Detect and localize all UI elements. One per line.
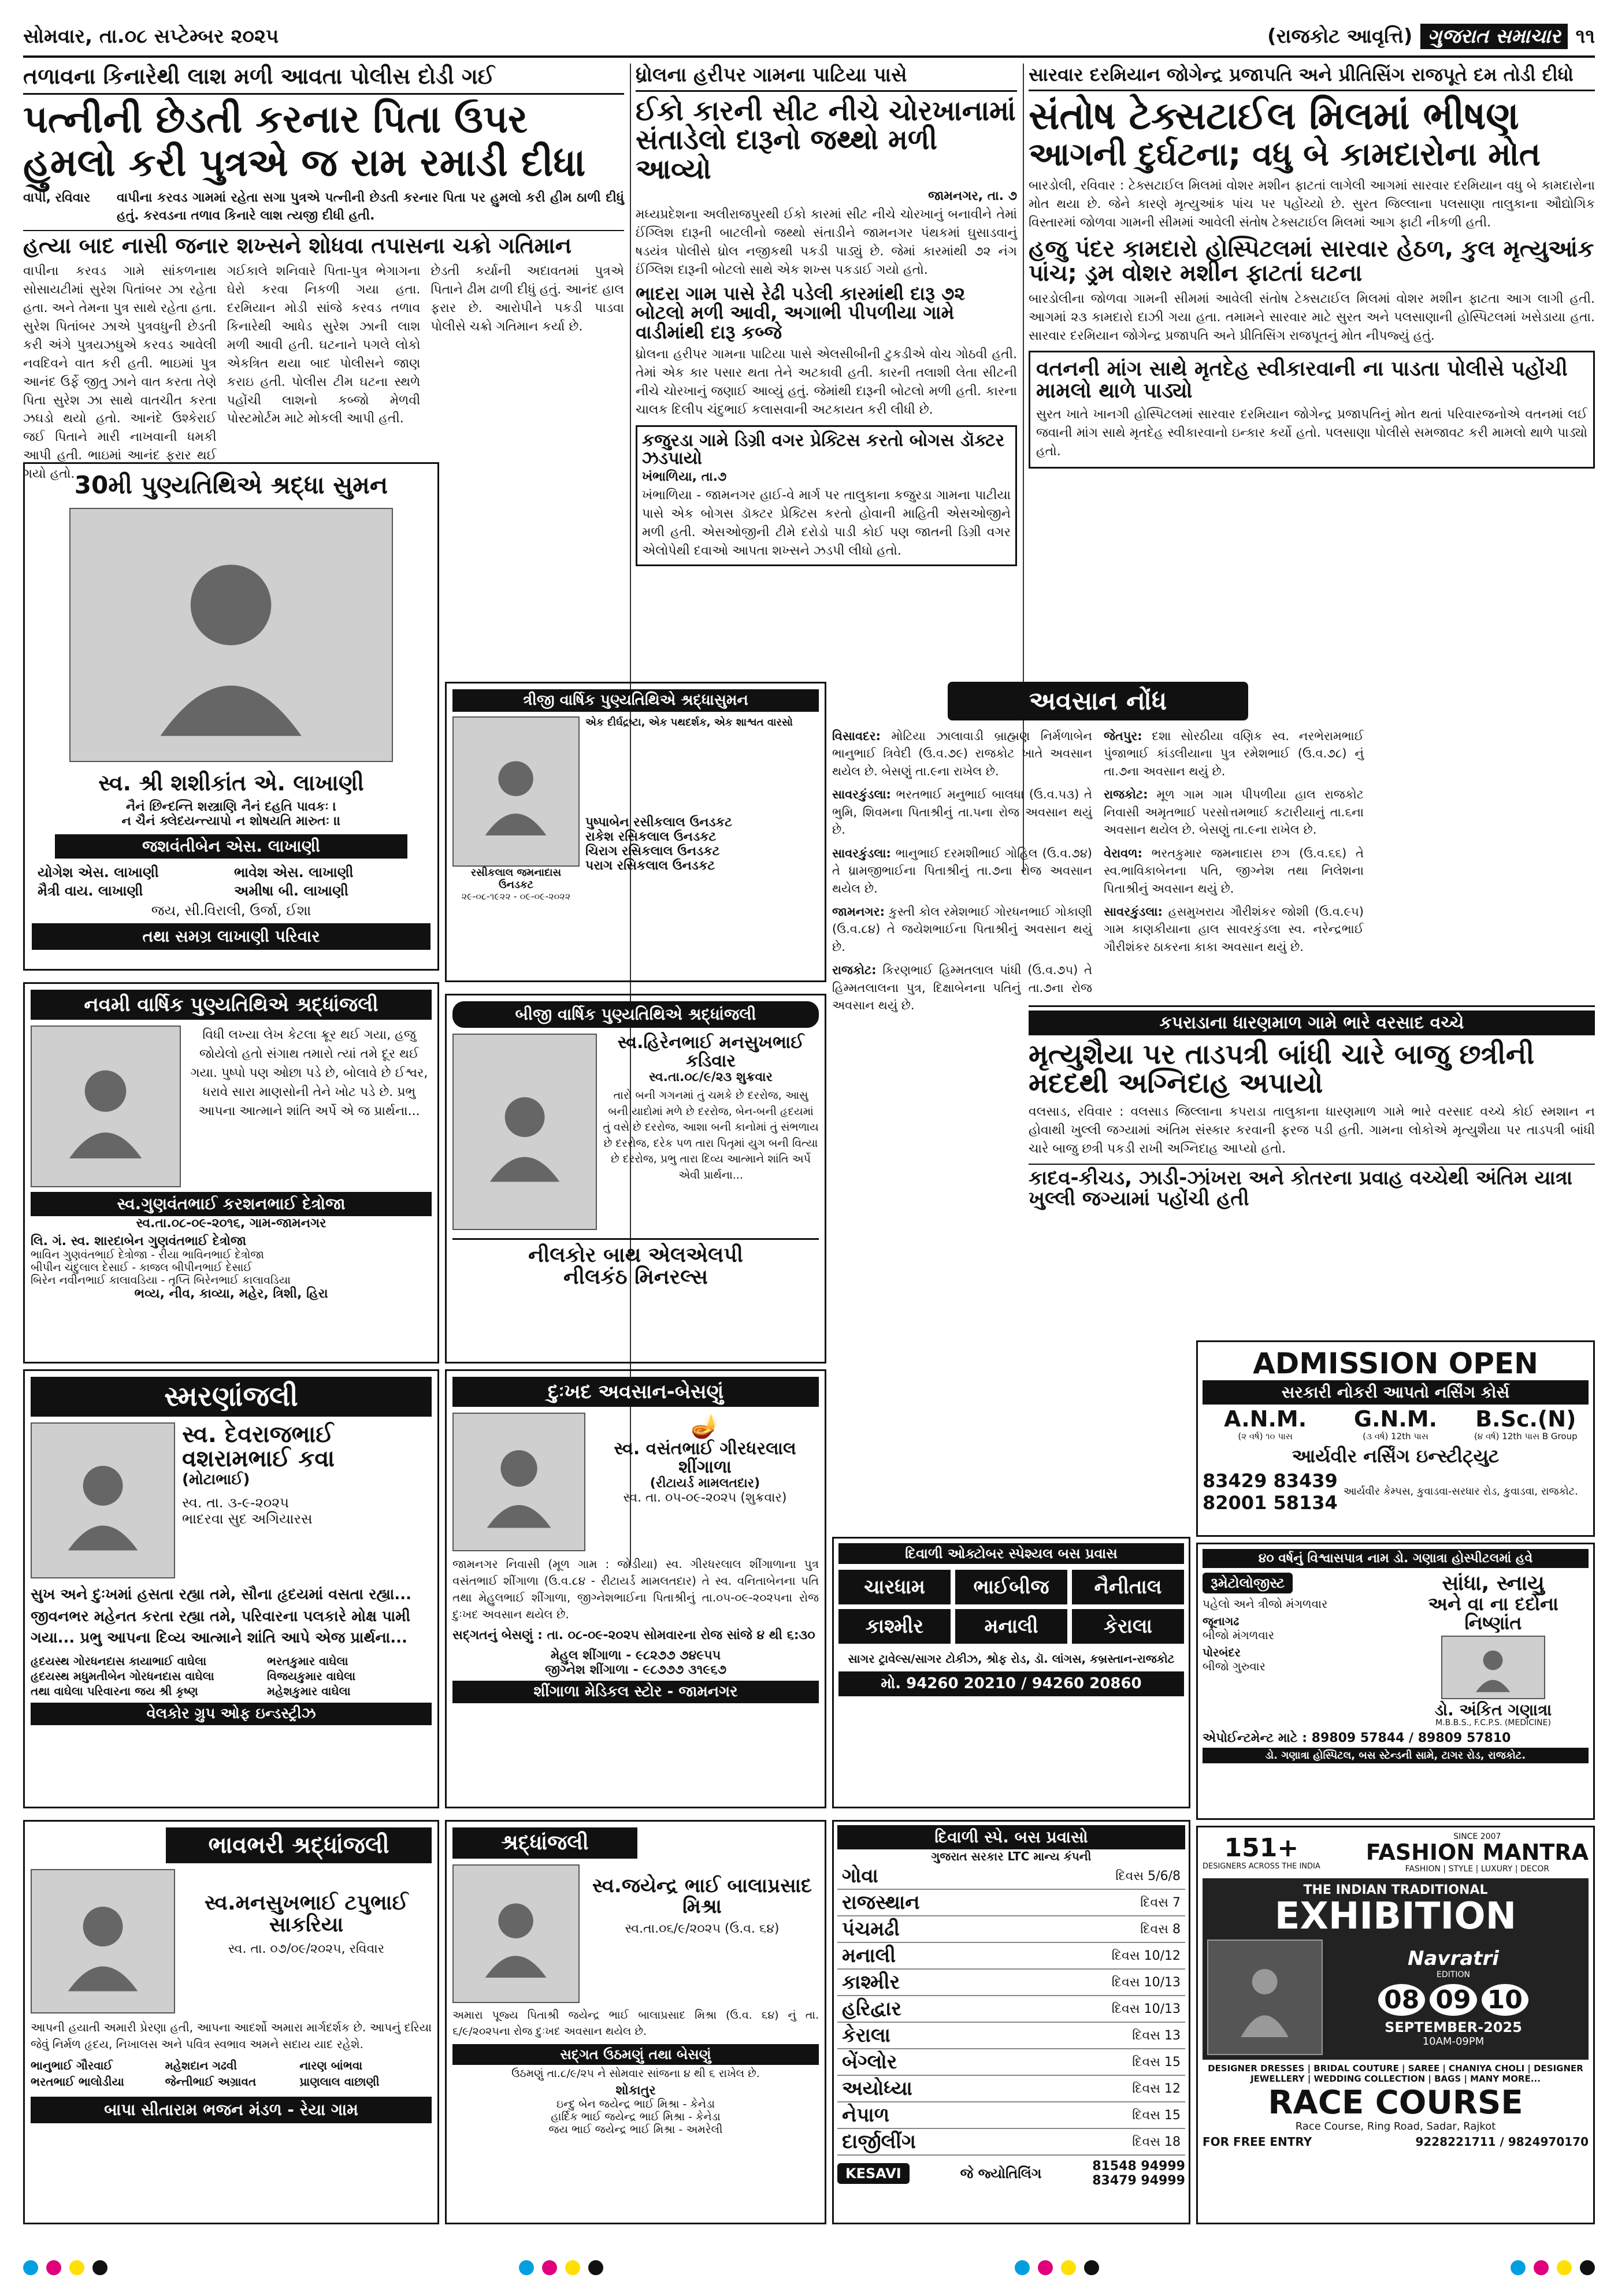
person-icon <box>472 1879 559 1989</box>
obituary-text: મોટિયા ઝાલાવાડી બ્રાહ્મણ નિર્મળાબેન ભાનુભાઈ ત્રિવેદી (ઉ.વ.૭૯) રાજકોટ ખાતે અવસાન થયેલ છે. બેસણું તા.૯ના રાખેલ છે. <box>832 729 1092 778</box>
obituary-text: કિરણભાઈ હિમ્મતલાલ પાંધી (ઉ.વ.૭૫) તે હિમ્મતલાલના પુત્ર, દિક્ષાબેનના પતિનું તા.૭ના રોજ અવસાન થયું છે. <box>832 963 1092 1013</box>
family-member: ભાવેશ એસ. લાખાણી <box>234 864 354 880</box>
obituary-entry <box>1104 845 1364 897</box>
ad-title: શ્રદ્ધાંજલી <box>452 1827 637 1859</box>
tour-destination: પંચમઢી <box>842 1918 900 1941</box>
ad-title: સ્મરણાંજલી <box>31 1377 432 1417</box>
tour-address: સાગર ટ્રાવેલ્સ/સાગર ટોકીઝ, શ્રોફ રોડ, ડૉ. લાંગસ, કબ્રસ્તાન-રાજકોટ <box>848 1652 1175 1666</box>
ad-body: જામનગર નિવાસી (મૂળ ગામ : જોડીયા) સ્વ. ગીરધરલાલ શીંગાળાના પુત્ર વસંતભાઈ શીંગાળા (ઉ.વ.૮૪ - રીટાયર્ડ મામલતદાર) તે સ્વ. વનિતાબેનના પતિ તથા મેહુલભાઈ શીંગાળા, જીગ્નેશભાઈના પિતાશ્રીનું તા.૦૫-૦૯-૨૦૨૫ના રોજ દુઃખદ અવસાન થયેલ છે. <box>452 1557 819 1621</box>
person-icon <box>53 1885 153 1998</box>
contact-line: જીગ્નેશ શીંગાળા - ૯૮૭૭૭ ૩૧૯૬૭ <box>544 1662 727 1677</box>
family-member: મહેશકુમાર વાઘેલા <box>267 1684 351 1699</box>
deceased-name: સ્વ.જયેન્દ્ર ભાઈ બાલાપ્રસાદ મિશ્રા <box>592 1874 812 1918</box>
family-member: ભાનુભાઈ ગૌરવાઈ <box>31 2059 113 2072</box>
family-member: હૃદયસ્થ ગોરધનદાસ કાયાભાઈ વાઘેલા <box>31 1654 207 1669</box>
course-name: A.N.M. <box>1224 1406 1307 1432</box>
brand-logo: KESAVI <box>837 2163 910 2184</box>
ad-footer: બાપા સીતારામ ભજન મંડળ - રેયા ગામ <box>31 2097 432 2123</box>
family-member: મૈત્રી વાય. લાખાણી <box>38 883 143 899</box>
tour-place: ચારધામ <box>838 1570 951 1604</box>
date-badge: 10 <box>1482 1984 1528 2016</box>
story-dateline: જામનગર, તા. ૭ <box>928 189 1017 204</box>
story-subhead: ભાદરા ગામ પાસે રેઢી પડેલી કારમાંથી દારૂ ૭૨ બોટલો મળી આવી, અગાભી પીપળીયા ગામે વાડીમાંથી દારૂ કબ્જે <box>636 282 966 343</box>
obituary-entry <box>1104 727 1364 780</box>
page-header <box>23 17 1595 58</box>
exhibition-time: 10AM-09PM <box>1422 2035 1485 2048</box>
story-headline: મૃત્યુશૈયા પર તાડપત્રી બાંધી ચારે બાજુ છત્રીની મદદથી અગ્નિદાહ અપાયો <box>1029 1038 1535 1100</box>
obituary-entry <box>832 903 1092 956</box>
tour-row <box>837 2049 1185 2076</box>
story-body: ગઈકાલે શનિવારે પિતા-પુત્ર ભેગાગના ઘેરો કરવા નિકળી ગયા હતા. દરમિયાન મોડી સાંજે કરવડ તળાવ કિનારેથી આધેડ સુરેશ ઝાની લાશ મળી આવી હતી. ઘટનાને પગલે લોકો એકત્રિત થયા બાદ પોલીસને જાણ કરાઇ હતી. પોલીસ ટીમ ઘટના સ્થળે પહોંચી લાશનો કબ્જો મેળવી પોસ્ટમોર્ટમ માટે મોકલી આપી હતી. <box>227 264 421 426</box>
ad-subtitle: ગુજરાત સરકાર LTC માન્ય કંપની <box>931 1849 1092 1863</box>
course-detail: (૪ વર્ષ) 12th પાસ B Group <box>1474 1431 1578 1441</box>
tour-row <box>837 2076 1185 2102</box>
ad-ninth-shradhanjali <box>23 982 439 1364</box>
family-member: વિજયકુમાર વાઘેલા <box>267 1669 356 1684</box>
tour-days: દિવસ 5/6/8 <box>1115 1868 1181 1883</box>
model-photo <box>1207 1940 1323 2055</box>
person-icon <box>472 733 559 851</box>
tagline: નિષ્ણાંત <box>1464 1612 1522 1634</box>
course-name: B.Sc.(N) <box>1475 1406 1576 1432</box>
magenta-mark <box>542 2260 557 2275</box>
black-mark <box>1084 2260 1099 2275</box>
tour-place: નૈનીતાલ <box>1072 1570 1184 1604</box>
page-masthead: (રાજકોટ આવૃત્તિ) ગુજરાત સમાચાર ૧૧ <box>1267 25 1595 48</box>
obituary-place: સાવરકુંડલા: <box>832 846 891 860</box>
obituary-text: મૂળ ગામ ગામ પીપળીયા હાલ રાજકોટ નિવાસી અમૃતભાઈ પરસોત્તમભાઈ કટારીયાનું તા.૬ના અવસાન થયેલ છે. બેસણું તા.૯ના રાખેલ છે. <box>1104 787 1364 837</box>
story-headline: સંતોષ ટેક્સટાઈલ મિલમાં ભીષણ <box>1029 94 1519 138</box>
ad-text: સુખ અને દુઃખમાં હસતા રહ્યા તમે, સૌના હૃદયમાં વસતા રહ્યા... જીવનભર મહેનત કરતા રહ્યા તમે, પરિવારના પલકારે મોક્ષ પામી ગયા... પ્રભુ આપના દિવ્ય આત્માને શાંતિ આપે એજ પ્રાર્થના... <box>31 1586 411 1647</box>
page-number: ૧૧ <box>1575 25 1595 48</box>
story-body: બારડોલીના જોળવા ગામની સીમમાં આવેલી સંતોષ ટેક્સટાઈલ મિલમાં વોશર મશીન ફાટતા આગ લાગી હતી. આગમાં ૨૩ કામદારો દાઝી ગયા હતા. તમામને સારવાર માટે સુરત અને પલસાણાની હોસ્પિટલમાં ખસેડાયા હતા. સારવાર દરમિયાન જોગેન્દ્ર પ્રજાપતિ અને પ્રીતિસિંગ રાજપૂતનું મોત નીપજ્યું હતું. <box>1029 291 1595 343</box>
story-body: છેડતી કર્યાની અદાવતમાં પુત્રએ પિતાને ઢીમ ઢાળી દીધું હતું. આનંદ હાલ ફરાર છે. આરોપીને પકડી પાડવા પોલીસે ચક્રો ગતિમાન કર્યા છે. <box>431 264 625 334</box>
story-kaprada-main <box>1029 1005 1595 1335</box>
box-body: સુરત ખાતે ખાનગી હોસ્પિટલમાં સારવાર દરમિયાન જોગેન્દ્ર પ્રજાપતિનું મોત થતાં પરિવારજનોએ વતનમાં લઈ જવાની માંગ સાથે મૃતદેહ સ્વીકારવાનો ઇન્કાર કર્યો હતો. પલસાણા પોલીસે સમજાવટ કરી મામલો થાળે પાડ્યો હતો. <box>1036 407 1587 459</box>
yellow-mark <box>1557 2260 1572 2275</box>
venue-address: Race Course, Ring Road, Sadar, Rajkot <box>1295 2120 1496 2132</box>
story-kicker: સારવાર દરમિયાન જોગેન્દ્ર પ્રજાપતિ અને પ્રીતિસિંગ રાજપૂતે દમ તોડી દીધો <box>1029 64 1595 91</box>
tour-place: કેરાલા <box>1072 1609 1184 1644</box>
black-mark <box>92 2260 107 2275</box>
family-member: પ્રાણલાલ વાછાણી <box>299 2075 380 2089</box>
tour-destination: કેરાલા <box>842 2024 890 2047</box>
box-body-refusal <box>1029 351 1595 468</box>
tour-row <box>837 2102 1185 2129</box>
date-badge: 08 <box>1378 1984 1425 2016</box>
box-title: વતનની માંગ સાથે મૃતદેહ સ્વીકારવાની ના પાડતા પોલીસે પહોંચી મામલો થાળે પાડ્યો <box>1036 357 1568 403</box>
appointment-line: એપોઈન્ટમેન્ટ માટે : 89809 57844 / 89809 57810 <box>1203 1731 1511 1746</box>
tour-destination: દાર્જીલીંગ <box>842 2130 916 2153</box>
venue-name: RACE COURSE <box>1268 2084 1523 2122</box>
person-icon <box>1225 1952 1304 2043</box>
ad-title: ADMISSION OPEN <box>1253 1347 1538 1380</box>
story-intro: વાપીના કરવડ ગામમાં રહેતા સગા પુત્રએ પત્નીની છેડતી કરનાર પિતા પર હુમલો કરી હીમ ઠાળી દીધું હતું. કરવડના તળાવ કિનારે લાશ ત્યજી દીધી હતી. <box>117 190 624 224</box>
box-dateline: ખંભાળિયા, તા.૭ <box>642 469 727 484</box>
ad-tour-sagar <box>832 1537 1190 1808</box>
tour-place: કાશ્મીર <box>838 1609 951 1644</box>
story-headline: આગની દુર્ઘટના; વધુ બે કામદારોના મોત <box>1029 136 1541 174</box>
ad-footer: નીલકંઠ મિનરલ્સ <box>563 1265 708 1289</box>
deceased-dates: સ્વ.તા.૦૮-૦૯-૨૦૧૬, ગામ-જામનગર <box>136 1216 326 1231</box>
deceased-role: (રીટાયર્ડ મામલતદાર) <box>650 1476 760 1491</box>
page-date: સોમવાર, તા.૦૮ સપ્ટેમ્બર ૨૦૨૫ <box>23 25 279 48</box>
tour-destination: રાજસ્થાન <box>842 1891 920 1914</box>
quote-line: નૈનં છિન્દન્તિ શસ્ત્રાણિ નૈનં દહતિ પાવકઃ । <box>125 800 337 814</box>
deceased-date: સ્વ.તા.૦૬/૯/૨૦૨૫ (ઉ.વ. ૬૪) <box>625 1922 780 1937</box>
family-member: બીપીન ચંદુલાલ દેસાઈ - કાજલ બીપીનભાઈ દેસાઈ <box>31 1261 253 1274</box>
phone-number: 83479 94999 <box>1092 2174 1185 2188</box>
story-headline: ઈકો કારની સીટ નીચે ચોરખાનામાં સંતાડેલો દારૂનો જથ્થો મળી આવ્યો <box>636 95 1016 185</box>
obituary-place: વેરાવળ: <box>1104 846 1142 860</box>
tour-destination: નેપાળ <box>842 2104 890 2127</box>
edition-name: Navratri <box>1408 1947 1499 1971</box>
tour-days: દિવસ 18 <box>1132 2134 1181 2149</box>
doctor-photo <box>1441 1636 1545 1699</box>
obituary-text: ભરતકુમાર જમનાદાસ છગ (ઉ.વ.૬૬) તે સ્વ.ભાવિકાબેનના પતિ, જીગ્નેશ તથા નિલેશના પિતાશ્રીનું અવસાન થયું છે. <box>1104 846 1364 896</box>
tour-row <box>837 1863 1185 1890</box>
obituary-text: હસમુખરાય ગૌરીશંકર જોશી (ઉ.વ.૯૫) ગામ કાણકીયાના હાલ સાવરકુંડલા સ્વ. નરેન્દ્રભાઈ ગૌરીશંકર ઠાકરના કાકા અવસાન થયું છે. <box>1104 904 1364 954</box>
besnu-info: સદ્ગતનું બેસણું : તા. ૦૮-૦૯-૨૦૨૫ સોમવારના રોજ સાંજે ૪ થી ૬:૩૦ <box>452 1628 815 1643</box>
contact-line: મેહુલ શીંગાળા - ૯૮૨૭૭ ૭૪૯૫૫ <box>550 1648 721 1663</box>
ad-fashion-mantra <box>1196 1826 1595 2224</box>
exhibition-pre: THE INDIAN TRADITIONAL <box>1303 1882 1488 1897</box>
person-icon <box>54 1043 157 1171</box>
hospital-address: ડો. ગણાત્રા હોસ્પિટલ, બસ સ્ટેન્ડની સામે, ટાગર રોડ, રાજકોટ. <box>1203 1748 1589 1763</box>
obituary-text: કુસ્તી કોલ રમેશભાઈ ગોરધનભાઈ ગોકાણી (ઉ.વ.૮૪) તે જયેશભાઈના પિતાશ્રીનું અવસાન થયું છે. <box>832 904 1092 954</box>
family-member: ભરતકુમાર વાઘેલા <box>267 1654 348 1669</box>
edition-sub: EDITION <box>1437 1970 1470 1980</box>
tour-days: દિવસ 12 <box>1132 2081 1181 2096</box>
tour-destination: અયોધ્યા <box>842 2077 912 2100</box>
tour-days: દિવસ 10/13 <box>1111 2001 1181 2016</box>
schedule-line: પહેલો અને ત્રીજો મંગળવાર <box>1203 1597 1328 1611</box>
ad-30th-shradhanjali <box>23 462 439 971</box>
cyan-mark <box>1511 2260 1526 2275</box>
family-member: જય ભાઈ જયેન્દ્ર ભાઈ મિશ્રા - અમરેલી <box>548 2123 723 2137</box>
box-title: કજુરડા ગામે ડિગ્રી વગર પ્રેક્ટિસ કરતો બોગસ ડૉક્ટર ઝડપાયો <box>642 430 1005 469</box>
story-kicker: ધ્રોલના હરીપર ગામના પાટિયા પાસે <box>636 64 1017 92</box>
family-member: ચિરાગ રસિકલાલ ઉનડકટ <box>585 844 720 859</box>
tour-days: દિવસ 15 <box>1132 2108 1181 2123</box>
phone-number: 9228221711 / 9824970170 <box>1415 2134 1589 2149</box>
designer-count-label: DESIGNERS ACROSS THE INDIA <box>1203 1862 1320 1871</box>
tour-row <box>837 2129 1185 2156</box>
registration-marks <box>23 2253 1595 2282</box>
grandchildren: જય, સી.વિરાલી, ઉર્જા, ઈશા <box>151 902 311 919</box>
exhibition-items: DESIGNER DRESSES | BRIDAL COUTURE | SAREE | CHANIYA CHOLI | DESIGNER JEWELLERY | WEDDING COLLECTION | BAGS | MANY MORE... <box>1208 2063 1583 2085</box>
ad-smaranjali <box>23 1369 439 1808</box>
obituary-entry <box>1104 903 1364 956</box>
portrait-photo <box>31 1026 181 1187</box>
institute-name: આર્યવીર નર્સિંગ ઇન્સ્ટીટ્યુટ <box>1292 1444 1500 1467</box>
tour-days: દિવસ 10/12 <box>1111 1948 1181 1963</box>
family-member: ભરતભાઈ ભાલોડીયા <box>31 2075 124 2089</box>
portrait-photo <box>452 1413 585 1551</box>
story-body: વલસાડ, રવિવાર : વલસાડ જિલ્લાના કપરાડા તાલુકાના ધારણમાળ ગામે ભારે વરસાદ વચ્ચે કોઈ સ્મશાન ન હોવાથી ખુલ્લી જગ્યામાં અંતિમ સંસ્કાર કરવાની ફરજ પડી હતી. ગામના લોકોએ મૃત્યુશૈયા પર તાડપત્રી બાંધી ચારે બાજુ છત્રી પકડી રાખી અગ્નિદાહ આપ્યો હતો. <box>1029 1104 1595 1156</box>
phone-number: 81548 94999 <box>1092 2159 1185 2174</box>
family-member: હૃદયસ્થ મધુમતીબેન ગોરધનદાસ વાઘેલા <box>31 1669 214 1684</box>
story-subhead: હજુ પંદર કામદારો હોસ્પિટલમાં સારવાર હેઠળ, કુલ મૃત્યુઆંક પાંચ; ડ્રમ વોશર મશીન ફાટતાં ઘટના <box>1029 235 1594 287</box>
remember-name: પુષ્પાબેન રસીકલાલ ઉનડકટ <box>585 815 732 830</box>
tour-place: ભાઈબીજ <box>955 1570 1067 1604</box>
story-dateline: વાપી, રવિવાર <box>23 190 91 205</box>
tour-destination: હરિદ્વાર <box>842 1997 901 2020</box>
portrait-photo <box>452 716 580 867</box>
deceased-tithi: ભાદરવા સુદ અગિયારસ <box>182 1511 313 1527</box>
box-body: ખંભાળિયા - જામનગર હાઈ-વે માર્ગ પર તાલુકાના કજુરડા ગામના પાટીયા પાસે એક બોગસ ડૉક્ટર પ્રેક્ટિસ કરતો હોવાની માહિતી એસઓજીને મળી હતી. એસઓજીની ટીમે દરોડો પાડી કોઈ પણ જાતની ડિગ્રી વગર એલોપેથી દવાઓ આપતા શખ્સને ઝડપી લીધો હતો. <box>642 488 1011 558</box>
schedule-line: બીજો ગુરુવાર <box>1203 1659 1266 1673</box>
magenta-mark <box>46 2260 61 2275</box>
ad-hospital <box>1196 1543 1595 1820</box>
story-kicker: કપરાડાના ધારણમાળ ગામે ભારે વરસાદ વચ્ચે <box>1029 1010 1595 1035</box>
person-icon <box>118 534 343 736</box>
obituary-place: વિસાવદર: <box>832 729 881 743</box>
brand-name: FASHION MANTRA <box>1365 1840 1589 1865</box>
portrait-photo <box>69 508 393 762</box>
portrait-photo <box>31 1422 175 1578</box>
deceased-name: સ્વ. શ્રી શશીકાંત એ. લાખાણી <box>98 770 364 796</box>
black-mark <box>1580 2260 1595 2275</box>
tour-days: દિવસ 7 <box>1140 1895 1181 1910</box>
family-member: નારણ બાંભવા <box>299 2059 363 2072</box>
tour-row <box>837 1996 1185 2023</box>
course-detail: (૨ વર્ષ) ૧૦ પાસ <box>1238 1431 1293 1441</box>
magenta-mark <box>1534 2260 1549 2275</box>
ad-title: દિવાળી સ્પે. બસ પ્રવાસો <box>837 1825 1185 1849</box>
ad-poem: તારો બની ગગનમાં તું ચમકે છે દરરોજ, આસુ બની યાદોમાં મળે છે દરરોજ, બેન-બની હૃદયમાં તું વસે છે દરરોજ, આશા બની કાનોમાં તું સંભળાય છે દરરોજ, દરેક પળ તારા પિતૃમાં યુગ બની વિત્યા છે દરરોજ, પ્રભુ તારા દિવ્ય આત્માને શાંતિ અર્પે એવી પ્રાર્થના... <box>603 1089 819 1182</box>
grandchildren: ભવ્ય, નીવ, કાવ્યા, મહેર, ત્રિશી, હિરા <box>134 1287 328 1301</box>
course-name: G.N.M. <box>1353 1406 1438 1432</box>
doctor-degree: M.B.B.S., F.C.P.S. (MEDICINE) <box>1435 1718 1551 1728</box>
tour-days: દિવસ 13 <box>1132 2028 1181 2043</box>
ad-title: ત્રીજી વાર્ષિક પુણ્યતિથિએ શ્રદ્ધાસુમન <box>452 689 819 712</box>
ad-third-shradhasuman <box>445 682 826 982</box>
story-body: ધ્રોલના હરીપર ગામના પાટિયા પાસે એલસીબીની ટુકડીએ વોચ ગોઠવી હતી. તેમાં એક કાર પસાર થતા તેને અટકાવી હતી. કારની તલાશી લેતા સીટની નીચે ચોરખાનું જણાઈ આવ્યું હતું. જેમાંથી દારૂની બોટલો મળી હતી. કારના ચાલક દિલીપ ચંદુભાઈ કલાસવાની અટકાયત કરી લીધી છે. <box>636 347 1017 418</box>
tour-destination: બેંગ્લોર <box>842 2050 897 2074</box>
tour-destination: મનાલી <box>842 1944 896 1967</box>
designer-count: 151+ <box>1224 1833 1299 1863</box>
deceased-date: સ્વ. તા. ૦૭/૦૯/૨૦૨૫, રવિવાર <box>228 1941 385 1956</box>
story-kicker: તળાવના કિનારેથી લાશ મળી આવતા પોલીસ દોડી ગઈ <box>23 64 624 95</box>
story-body: બારડોલી, રવિવાર : ટેક્સટાઈલ મિલમાં વોશર મશીન ફાટતાં લાગેલી આગમાં સારવાર દરમિયાન વધુ બે કામદારોના મોત થયા છે. જેને કારણે મૃત્યુઆંક પાંચ પર પહોંચ્યો છે. સુરત જિલ્લાના પલસાણા તાલુકાના ઔદ્યોગિક વિસ્તારમાં જોળવા ગામની સીમમાં આવેલી સંતોષ ટેક્સટાઈલ મિલમાં આગ ફાટી નીકળી હતી. <box>1029 179 1595 230</box>
ad-title: 30મી પુણ્યતિથિએ શ્રદ્ધા સુમન <box>74 471 388 499</box>
deceased-date: સ્વ. તા. ૩-૯-૨૦૨૫ <box>182 1495 290 1511</box>
person-icon <box>1457 1643 1528 1692</box>
obituary-place: રાજકોટ: <box>832 963 877 978</box>
story-highlight: કાદવ-કીચડ, ઝાડી-ઝાંખરા અને કોતરના પ્રવાહ વચ્ચેથી અંતિમ યાત્રા ખુલ્લી જગ્યામાં પહોંચી હતી <box>1029 1164 1595 1209</box>
obituary-entry <box>1104 786 1364 838</box>
date-badge: 09 <box>1430 1984 1476 2016</box>
ad-bhavbhari <box>23 1820 439 2224</box>
diya-icon: 🪔 <box>691 1413 719 1440</box>
ad-title: ૪૦ વર્ષનું વિશ્વાસપાત્ર નામ ડો. ગણાત્રા હોસ્પીટલમાં હવે <box>1203 1549 1589 1568</box>
tour-row <box>837 1943 1185 1970</box>
family-member: તથા વાઘેલા પરિવારના જય શ્રી કૃષ્ણ <box>31 1684 198 1699</box>
family-member: યોગેશ એસ. લાખાણી <box>38 864 159 880</box>
obituary-entry <box>832 845 1092 897</box>
deceased-name: સ્વ.ગુણવંતભાઈ કરશનભાઈ દેત્રોજા <box>31 1192 432 1216</box>
yellow-mark <box>565 2260 580 2275</box>
family-head: જશવંતીબેન એસ. લાખાણી <box>55 834 407 859</box>
tour-phone: મો. 94260 20210 / 94260 20860 <box>838 1671 1184 1696</box>
deceased-name: સ્વ.હિરેનભાઈ મનસુખભાઈ કડિવાર <box>617 1032 804 1071</box>
tour-list <box>837 1863 1185 2156</box>
obituary-place: સાવરકુંડલા: <box>1104 904 1163 919</box>
tour-row <box>837 2023 1185 2049</box>
tagline: સાંધા, સ્નાયુ <box>1442 1571 1545 1595</box>
ad-intro: એક દીર્ઘદ્રષ્ટા, એક પથદર્શક, એક શાશ્વત વારસો <box>585 716 793 729</box>
person-icon <box>473 1428 565 1537</box>
family-member: ભાવિન ગુણવંતભાઈ દેત્રોજા - રીયા ભાવિનભાઈ દેત્રોજા <box>31 1249 264 1261</box>
mourners-title: શોકાતુર <box>615 2083 656 2098</box>
entry-label: FOR FREE ENTRY <box>1203 2134 1312 2149</box>
ad-subtitle: સરકારી નોકરી આપતો નર્સિંગ કોર્સ <box>1203 1380 1589 1405</box>
family-member: રાકેશ રસિકલાલ ઉનડકટ <box>585 830 717 844</box>
tour-row <box>837 1970 1185 1996</box>
story-headline: પત્નીની છેડતી કરનાર પિતા ઉપર <box>23 97 528 142</box>
ad-text: અમારા પૂજ્ય પિતાશ્રી જયેન્દ્ર ભાઈ બાલાપ્રસાદ મિશ્રા (ઉ.વ. ૬૪) નું તા. ૬/૯/૨૦૨૫ના રોજ દુઃખદ અવસાન થયેલ છે. <box>452 2009 819 2038</box>
story-vapi <box>23 64 625 482</box>
family-member: અમીષા બી. લાખાણી <box>234 883 348 899</box>
phone-number: 83429 83439 <box>1203 1469 1338 1492</box>
exhibition-month: SEPTEMBER-2025 <box>1385 2019 1522 2036</box>
ad-title: ભાવભરી શ્રદ્ધાંજલી <box>166 1827 432 1863</box>
ad-footer: શીંગાળા મેડિકલ સ્ટોર - જામનગર <box>452 1681 819 1703</box>
ad-jayendra <box>445 1820 826 2224</box>
obituary-title: અવસાન નોંધ <box>948 682 1248 720</box>
exhibition-title: EXHIBITION <box>1274 1894 1517 1938</box>
ad-text: આપની હયાતી અમારી પ્રેરણા હતી, આપના આદર્શો અમારા માર્ગદર્શક છે. આપનું દરિયા જેવું નિર્મળ હૃદય, નિખાલસ અને પવિત્ર સ્વભાવ અમને સદાય યાદ રહેશે. <box>31 2020 432 2051</box>
deceased-nickname: (મોટાભાઈ) <box>182 1471 250 1488</box>
brand-tagline: FASHION | STYLE | LUXURY | DECOR <box>1405 1864 1550 1874</box>
ad-besnu <box>445 1369 826 1808</box>
magenta-mark <box>1038 2260 1053 2275</box>
tour-company: જે જ્યોતિલિંગ <box>960 2165 1042 2182</box>
portrait-photo <box>31 1869 175 2013</box>
obituary-place: સાવરકુંડલા: <box>832 787 891 802</box>
tour-destination: ગોવા <box>842 1864 878 1888</box>
ad-title: નવમી વાર્ષિક પુણ્યતિથિએ શ્રદ્ધાંજલી <box>31 990 432 1020</box>
story-santosh-textile <box>1029 64 1595 676</box>
deceased-date: સ્વ. તા. ૦૫-૦૯-૨૦૨૫ (શુક્રવાર) <box>623 1491 787 1505</box>
yellow-mark <box>69 2260 84 2275</box>
family-member: જેન્તીભાઈ અગ્રાવત <box>165 2075 257 2089</box>
deceased-name: સ્વ. વસંતભાઈ ગીરધરલાલ શીંગાળા <box>614 1439 796 1477</box>
family-member: પરાગ રસિકલાલ ઉનડકટ <box>585 859 715 873</box>
person-icon <box>53 1439 153 1562</box>
schedule-line: બીજો મંગળવાર <box>1203 1628 1275 1642</box>
speciality-badge: રૂમેટોલોજીસ્ટ <box>1203 1573 1293 1593</box>
ad-footer: નીલકોર બાથ એલએલપી <box>452 1238 819 1266</box>
obituary-place: જેતપુર: <box>1104 729 1142 743</box>
cyan-mark <box>519 2260 534 2275</box>
yellow-mark <box>1061 2260 1076 2275</box>
family-member: હાર્દિક ભાઈ જયેન્દ્ર ભાઈ મિશ્રા - કેનેડા <box>551 2111 721 2124</box>
tour-row <box>837 1890 1185 1916</box>
deceased-name: રસીકલાલ જમનાદાસ ઉનડકટ <box>470 867 562 891</box>
course-detail: (૩ વર્ષ) 12th પાસ <box>1363 1431 1428 1441</box>
ad-footer: તથા સમગ્ર લાખાણી પરિવાર <box>32 923 431 950</box>
doctor-name: ડો. અંકિત ગણાત્રા <box>1434 1700 1552 1719</box>
obituary-entry <box>832 727 1092 780</box>
family-head: લિ. ગં. સ્વ. શારદાબેન ગુણવંતભાઈ દેત્રોજા <box>31 1234 247 1249</box>
obituary-text: દશા સોરઠીયા વણિક સ્વ. નરભેરામભાઈ પુંજાભાઈ કાંડલીયાના પુત્ર રમેશભાઈ (ઉ.વ.૭૮) નું તા.૭ના અવસાન થયું છે. <box>1104 729 1364 778</box>
phone-number: 82001 58134 <box>1203 1491 1338 1514</box>
schedule-place: પોરબંદર <box>1203 1645 1241 1659</box>
family-member: ઇન્દુ બેન જયેન્દ્ર ભાઈ મિશ્રા - કેનેડા <box>556 2098 715 2111</box>
cyan-mark <box>23 2260 38 2275</box>
obituary-place: રાજકોટ: <box>1104 787 1148 802</box>
besnu-info: ઉઠમણું તા.૮/૯/૨૫ ને સોમવાર સાંજના ૪ થી ૬ રાખેલ છે. <box>511 2067 760 2080</box>
deceased-date: સ્વ.તા.૦૮/૯/૨૩ શુક્રવાર <box>649 1070 773 1084</box>
deceased-name: સ્વ.મનસુખભાઈ ટપુભાઈ સાકરિયા <box>204 1891 409 1937</box>
ad-tour-kesavi <box>832 1820 1190 2224</box>
institute-address: આર્યવીર કેમ્પસ, કુવાડવા-સરધાર રોડ, કુવાડવા, રાજકોટ. <box>1343 1485 1578 1498</box>
box-bogus-doctor <box>636 425 1017 566</box>
since-label: SINCE 2007 <box>1453 1832 1501 1841</box>
deceased-name: સ્વ. દેવરાજભાઈ વશરામભાઈ કવા <box>182 1421 335 1472</box>
ad-title: બીજી વાર્ષિક પુણ્યતિથિએ શ્રદ્ધાંજલી <box>452 1001 819 1028</box>
cyan-mark <box>1015 2260 1030 2275</box>
portrait-photo <box>452 1034 597 1230</box>
schedule-place: જૂનાગઢ <box>1203 1614 1240 1628</box>
story-headline: હુમલો કરી પુત્રએ જ રામ રમાડી દીધા <box>23 140 586 185</box>
obituary-list <box>832 727 1364 1015</box>
ad-title: દુઃખદ અવસાન-બેસણું <box>452 1377 819 1407</box>
story-body: મધ્યપ્રદેશના અલીરાજપુરથી ઈકો કારમાં સીટ નીચે ચોરખાનું બનાવીને તેમાં ઈંગ્લિશ દારૂની બાટલીનો જથ્થો સંતાડીને જામનગર પંથકમાં ઘુસાડવાનું ષડયંત્ર પોલીસે ધ્રોલ નજીકથી પકડી પાડ્યું છે. જેમાં કારમાંથી ૭૨ નંગ ઈંગ્લિશ દારૂની બોટલો સાથે એક શખ્સ પકડાઈ ગયો હતો. <box>636 207 1017 277</box>
deceased-dates: ૨૯-૦૮-૧૯૨૨ - ૦૯-૦૯-૨૦૨૨ <box>461 891 571 902</box>
ad-footer: વેલકોર ગ્રુપ ઓફ ઇન્ડસ્ટ્રીઝ <box>31 1703 432 1725</box>
obituary-text: ભરતભાઈ મનુભાઈ બાલધા (ઉ.વ.૫૩) તે ભુમિ, શિવમના પિતાશ્રીનું તા.૫ના રોજ અવસાન થયું છે. <box>832 787 1092 837</box>
obituary-entry <box>832 786 1092 838</box>
family-member: મહેશદાન ગઢવી <box>165 2059 237 2072</box>
person-icon <box>475 1054 574 1210</box>
besnu-title: સદ્ગત ઉઠમણું તથા બેસણું <box>452 2044 819 2065</box>
ad-admission <box>1196 1340 1595 1537</box>
ad-title: દિવાળી ઓક્ટોબર સ્પેશ્યલ બસ પ્રવાસ <box>838 1543 1184 1564</box>
tour-place: મનાલી <box>955 1609 1067 1644</box>
tagline: અને વા ના દર્દોના <box>1428 1592 1558 1615</box>
obituary-text: ભાનુભાઈ દરમશીભાઈ ગોહિલ (ઉ.વ.૭૪) તે ધ્રામજીભાઈના પિતાશ્રીનું તા.૭ના રોજ અવસાન થયેલ છે. <box>832 846 1092 896</box>
black-mark <box>588 2260 603 2275</box>
tour-days: દિવસ 10/13 <box>1111 1975 1181 1990</box>
story-dhrol <box>636 64 1017 676</box>
quote-line: ન ચૈનં ક્લેદયન્ત્યાપો ન શોષયતિ મારુતઃ ।। <box>121 814 341 829</box>
tour-days: દિવસ 15 <box>1132 2054 1181 2070</box>
masthead-logo: ગુજરાત સમાચાર <box>1420 24 1567 49</box>
obituary-place: જામનગર: <box>832 904 885 919</box>
ad-second-shradhanjali <box>445 994 826 1364</box>
tour-days: દિવસ 8 <box>1140 1922 1181 1937</box>
tour-row <box>837 1916 1185 1943</box>
ad-poem: વિધી લખ્યા લેખ કેટલા ક્રૂર થઈ ગયા, હજુ જોયેલો હતો સંગાથ તમારો ત્યાં તમે દૂર થઈ ગયા. પુષ્પો પણ ઓછા પડે છે, બોલાવે છે ઈશ્વર, ધરાવે સારા માણસોની તેને ખોટ પડે છે. પ્રભુ આપના આત્માને શાંતિ અર્પે એ જ પ્રાર્થના... <box>190 1028 428 1119</box>
story-subhead: હત્યા બાદ નાસી જનાર શખ્સને શોધવા તપાસના ચક્રો ગતિમાન <box>23 230 624 258</box>
tour-destination: કાશ્મીર <box>842 1971 900 1994</box>
story-body: વાપીના કરવડ ગામે સાંકળનાથ સોસાયટીમાં સુરેશ પિતાંબર ઝા રહેતા હતા. અને તેમના પુત્ર સાથે રહેતા હતા. સુરેશ પિતાંબર ઝાએ પુત્રવધુની છેડતી કરી અંગે પુત્રયઝધુએ કરવડ આવેલી નવદિવને વાત કરી હતી. ભાઇમાં પુત્ર આનંદ ઉર્ફે જીતુ ઝાને વાત કરતા તેણે પિતા સુરેશ ઝા સાથે વાતચીત કરતા ઝઘડો થયો હતો. આનંદે ઉશ્કેરાઈ જઈ પિતાને મારી નાખવાની ધમકી આપી હતી. ભાઇમાં આનંદ ફરાર થઈ ગયો હતો. <box>23 264 217 482</box>
family-member: બિરેન નવીનભાઈ કાલાવડિયા - તૃપ્તિ બિરેનભાઈ કાલાવડિયા <box>31 1274 291 1287</box>
portrait-photo <box>452 1864 580 2003</box>
